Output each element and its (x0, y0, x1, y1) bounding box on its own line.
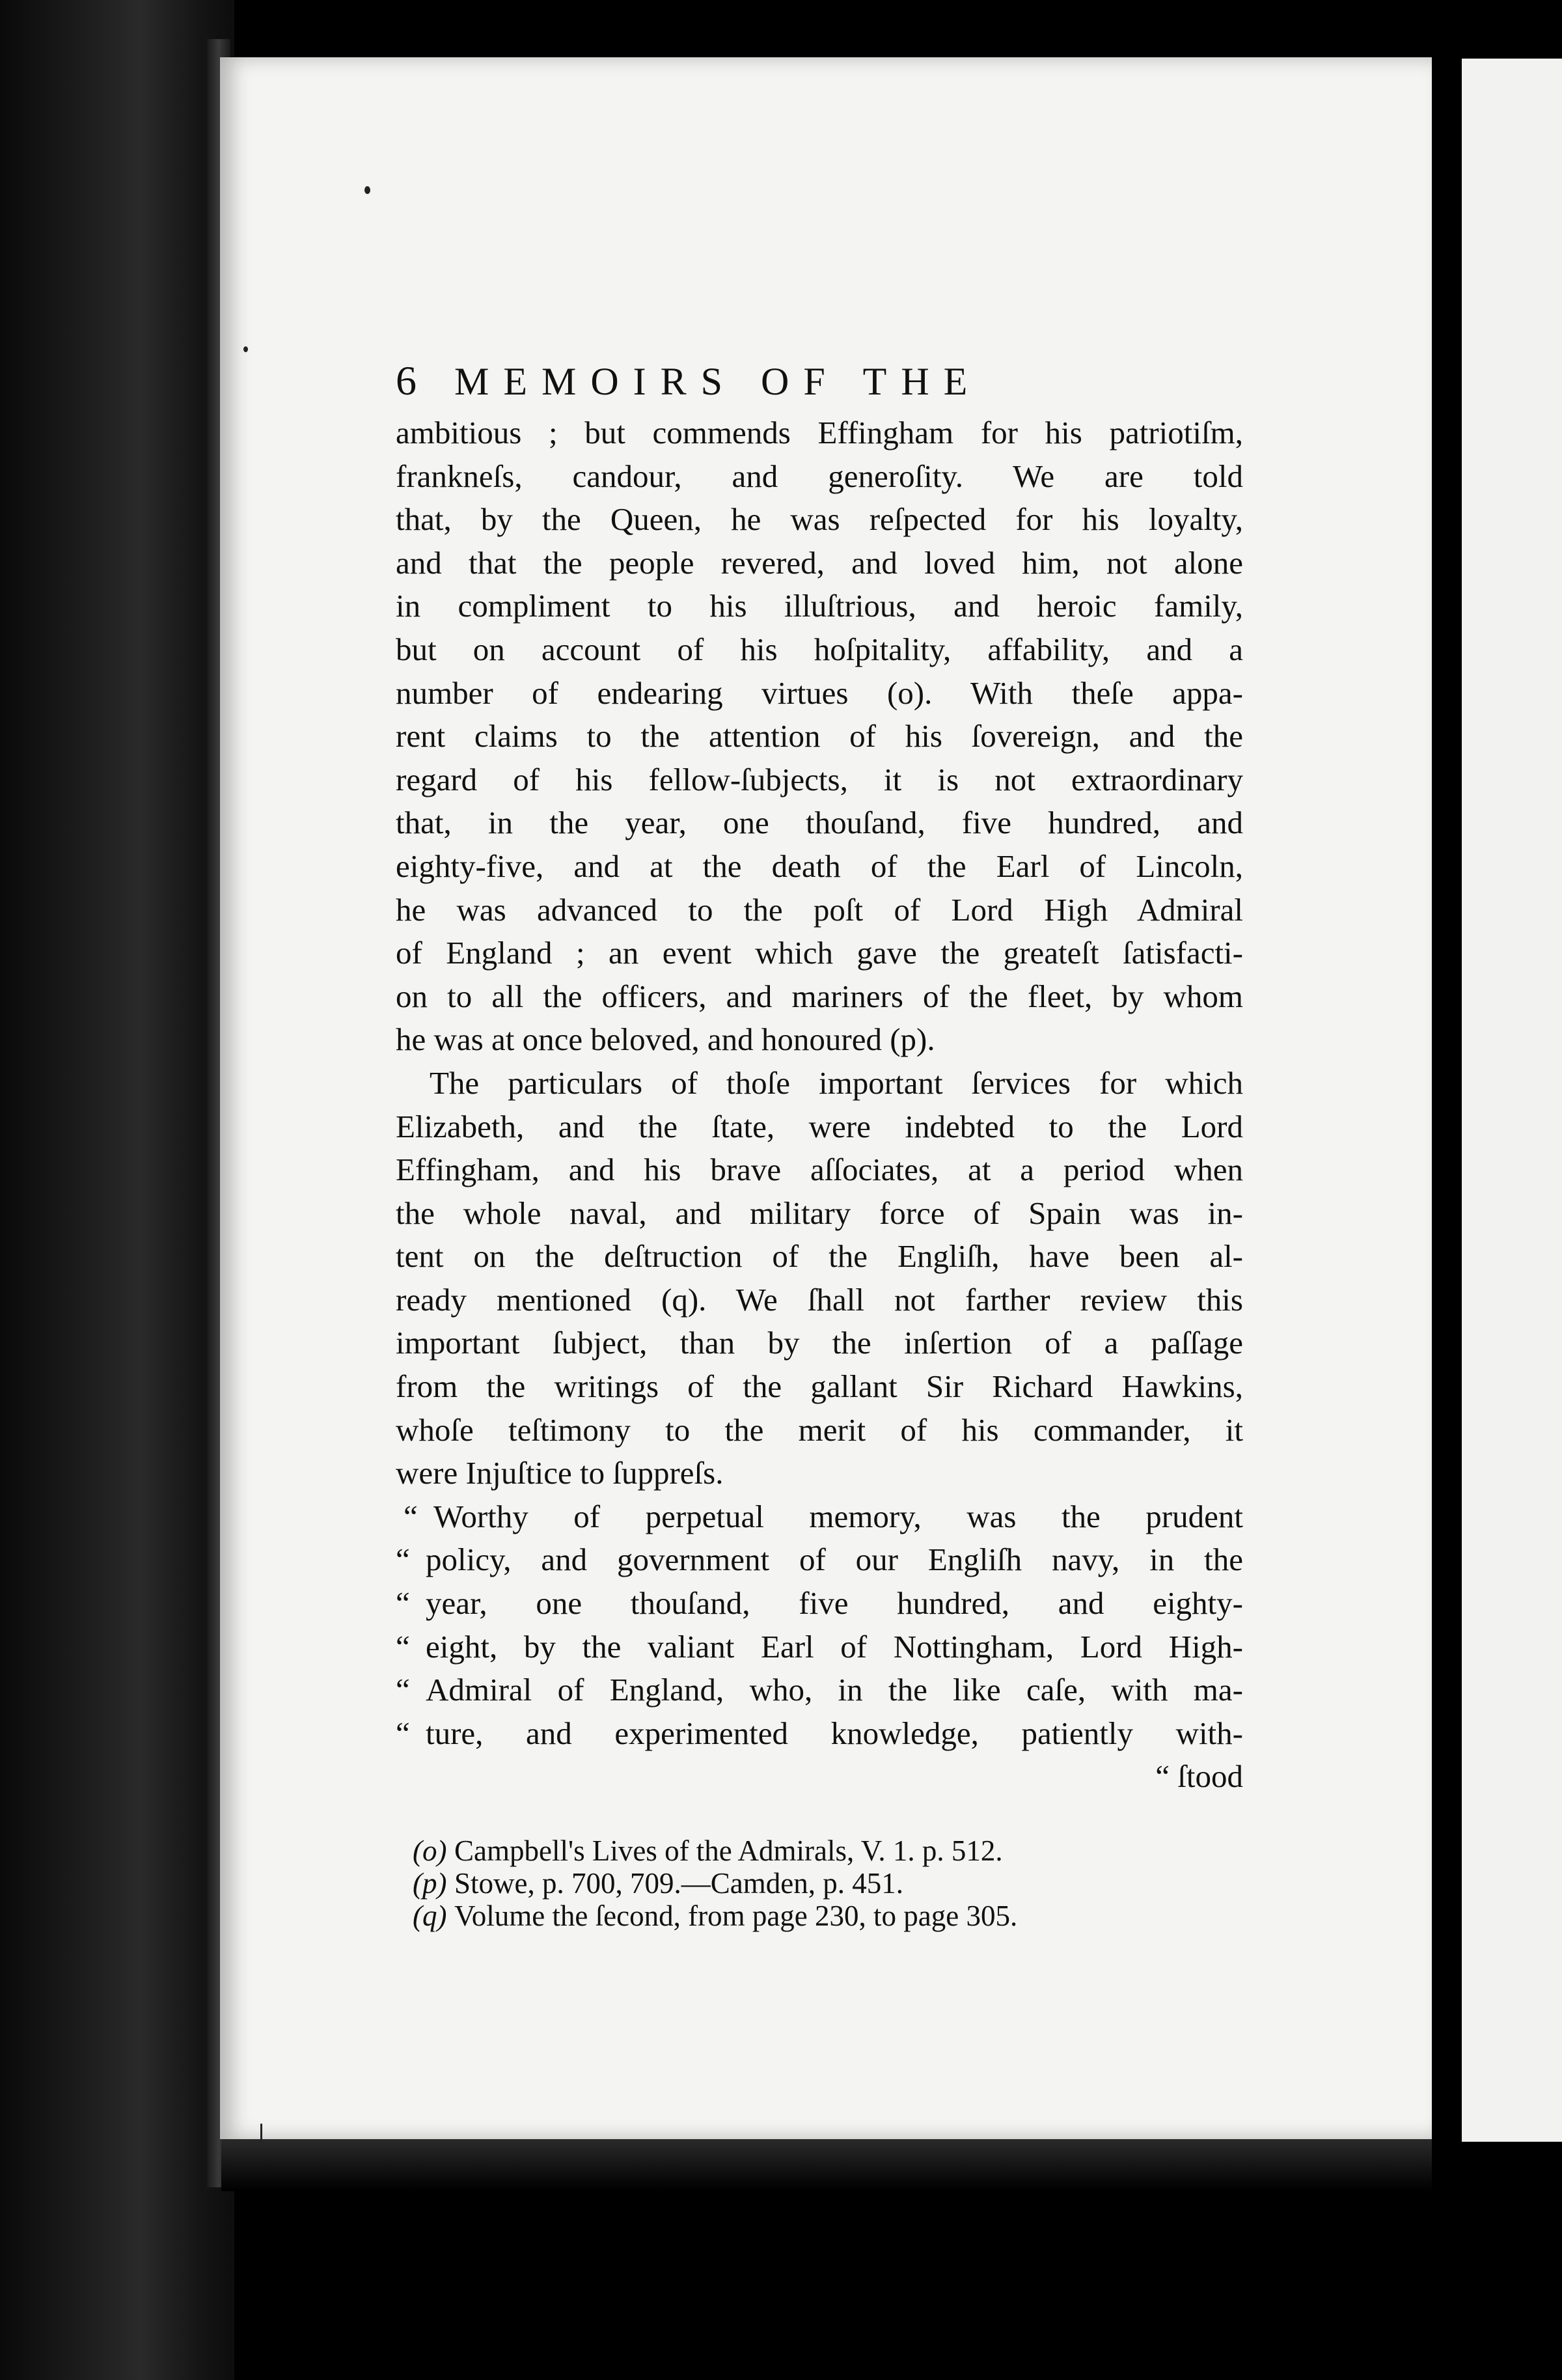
text-line: he was advanced to the poſt of Lord High Admiral (396, 891, 1243, 928)
text-line: whoſe teſtimony to the merit of his commander, it (396, 1411, 1243, 1448)
page-bottom-shadow (221, 2139, 1432, 2191)
quote-mark: “ (404, 1498, 418, 1534)
main-text (396, 357, 1243, 1799)
text-line: from the writings of the gallant Sir Richard Hawkins, (396, 1368, 1243, 1405)
text-line: of England ; an event which gave the greateſt ſatisfacti- (396, 935, 1243, 971)
text-line: regard of his fellow-ſubjects, it is not extraordinary (396, 761, 1243, 797)
footnote-key: (o) (413, 1834, 447, 1867)
footnote-key: (p) (413, 1867, 447, 1900)
text-line: tent on the deſtruction of the Engliſh, have been al- (396, 1238, 1243, 1275)
text-line: number of endearing virtues (o). With theſe appa- (396, 674, 1243, 711)
text-line: but on account of his hoſpitality, affability, and a (396, 631, 1243, 667)
text-line: frankneſs, candour, and generoſity. We are told (396, 458, 1243, 494)
quote-line (396, 1582, 1243, 1626)
footnote-key: (q) (413, 1900, 447, 1932)
footnotes (413, 1834, 1181, 1932)
catchword: “ ſtood (1155, 1758, 1243, 1795)
text-line: on to all the officers, and mariners of the fleet, by whom (396, 978, 1243, 1014)
footnote (413, 1900, 1181, 1932)
quote-line (396, 1495, 1243, 1539)
quote-text: ture, and experimented knowledge, patiently with- (426, 1715, 1243, 1751)
running-head (396, 357, 1243, 411)
quote-text: Worthy of perpetual memory, was the prudent (433, 1498, 1243, 1534)
quote-text: year, one thouſand, five hundred, and eighty- (426, 1585, 1243, 1622)
text-line: the whole naval, and military force of Spain was in- (396, 1195, 1243, 1231)
ink-speck (243, 346, 248, 352)
text-line: Effingham, and his brave aſſociates, at a period when (396, 1152, 1243, 1188)
text-line: that, by the Queen, he was reſpected for his loyalty, (396, 501, 1243, 538)
quote-line (396, 1712, 1243, 1756)
quote-line (396, 1538, 1243, 1582)
text-line: in compliment to his illuſtrious, and heroic family, (396, 588, 1243, 624)
quote-text: policy, and government of our Engliſh navy, in the (426, 1542, 1243, 1578)
quote-line (396, 1626, 1243, 1669)
text-line: Elizabeth, and the ſtate, were indebted to the Lord (396, 1108, 1243, 1144)
ink-speck (364, 186, 370, 194)
quote-mark: “ (396, 1672, 410, 1708)
quote-mark: “ (396, 1585, 410, 1622)
text-line: important ſubject, than by the inſertion of a paſſage (396, 1325, 1243, 1361)
text-line: ready mentioned (q). We ſhall not farther review this (396, 1281, 1243, 1318)
quote-text: Admiral of England, who, in the like caſe, with ma- (426, 1672, 1243, 1708)
text-line: ambitious ; but commends Effingham for his patriotiſm, (396, 415, 1243, 450)
footnote (413, 1834, 1181, 1867)
footnote-text: Campbell's Lives of the Admirals, V. 1. p. 512. (454, 1834, 1003, 1867)
quote-mark: “ (396, 1628, 410, 1665)
text-line: and that the people revered, and loved him, not alone (396, 544, 1243, 581)
text-line: The particulars of thoſe important ſervices for which (430, 1064, 1243, 1101)
footnote-text: Stowe, p. 700, 709.—Camden, p. 451. (454, 1867, 903, 1900)
quote-mark: “ (396, 1542, 410, 1578)
quote-line (396, 1668, 1243, 1712)
page-number: 6 (396, 357, 417, 404)
text-line: rent claims to the attention of his ſovereign, and the (396, 718, 1243, 754)
running-title: MEMOIRS OF THE (454, 360, 982, 403)
text-line: were Injuſtice to ſuppreſs. (396, 1455, 724, 1491)
text-line: that, in the year, one thouſand, five hundred, and (396, 805, 1243, 841)
facing-page-edge (1462, 59, 1562, 2142)
text-line: eighty-five, and at the death of the Earl of Lincoln, (396, 848, 1243, 884)
quote-mark: “ (396, 1715, 410, 1751)
footnote (413, 1867, 1181, 1900)
book-binding (0, 0, 234, 2380)
quote-text: eight, by the valiant Earl of Nottingham, Lord High- (426, 1628, 1243, 1665)
ink-speck (260, 2124, 262, 2142)
footnote-text: Volume the ſecond, from page 230, to page 305. (454, 1900, 1018, 1932)
text-line: he was at once beloved, and honoured (p). (396, 1021, 935, 1058)
